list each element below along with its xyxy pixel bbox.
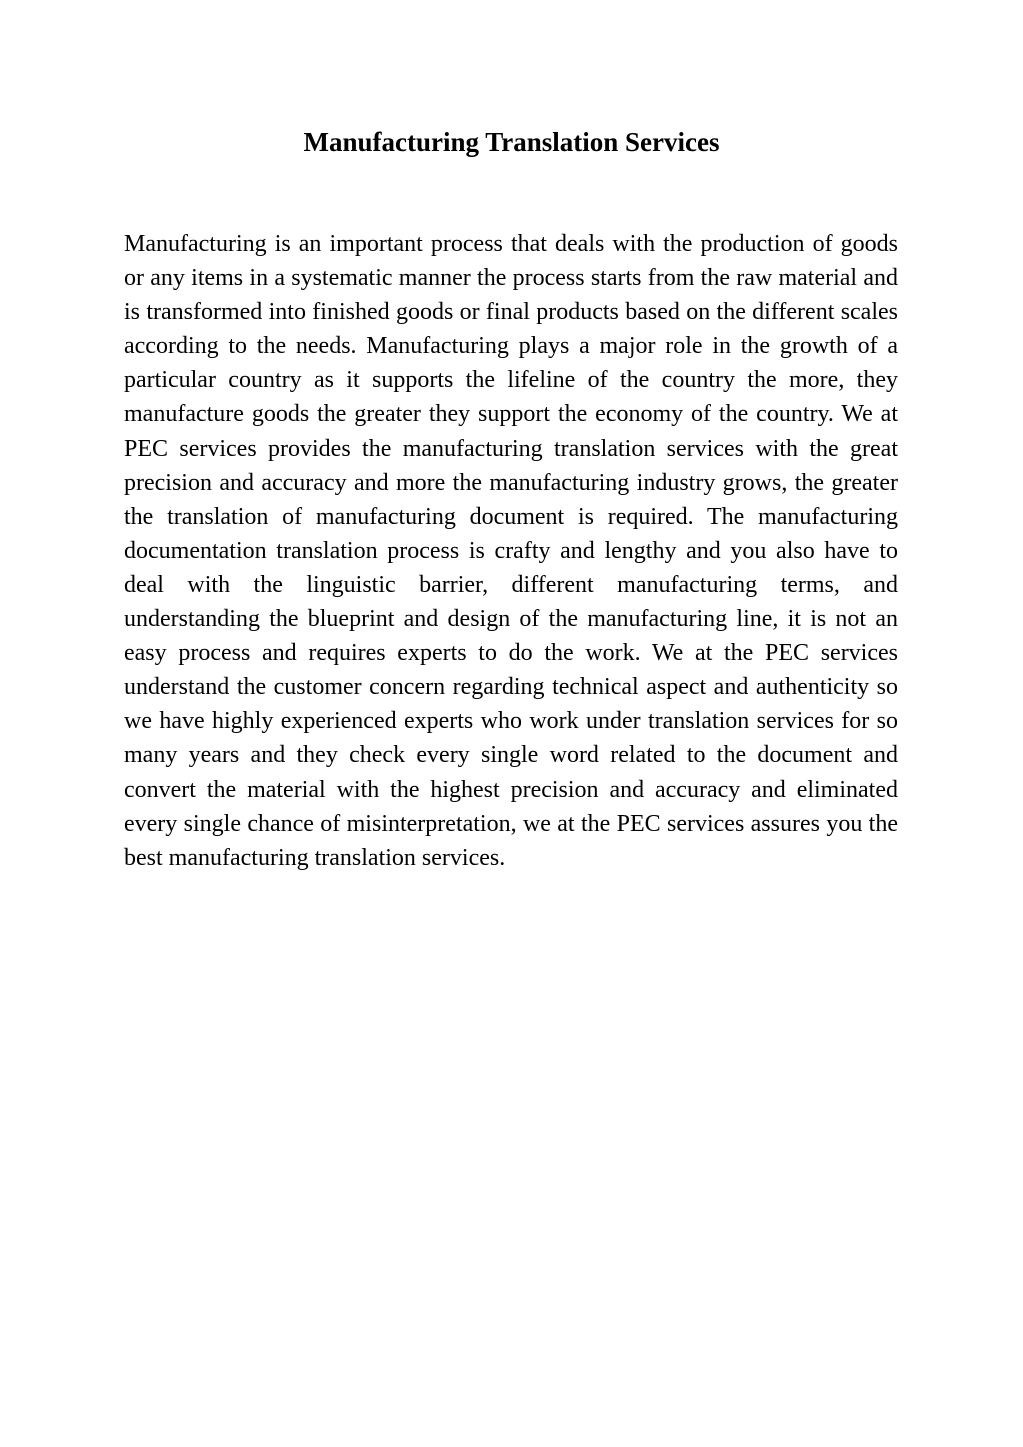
document-title: Manufacturing Translation Services xyxy=(303,127,720,157)
body-paragraph: Manufacturing is an important process that deals with the production of goods or any items in a systematic manner the process starts from the raw material and is transformed into finished goods or final products based on the different scales according to the needs. Manufacturing plays a major role in the growth of a particular country as it supports the lifeline of the country the more, they manufacture goods the greater they support the economy of the country. We at PEC services provides the manufacturing translation services with the great precision and accuracy and more the manufacturing industry grows, the greater the translation of manufacturing document is required. The manufacturing documentation translation process is crafty and lengthy and you also have to deal with the linguistic barrier, different manufacturing terms, and understanding the blueprint and design of the manufacturing line, it is not an easy process and requires experts to do the work. We at the PEC services understand the customer concern regarding technical aspect and authenticity so we have highly experienced experts who work under translation services for so many years and they check every single word related to the document and convert the material with the highest precision and accuracy and eliminated every single chance of misinterpretation, we at the PEC services assures you the best manufacturing translation services. xyxy=(124,231,898,871)
